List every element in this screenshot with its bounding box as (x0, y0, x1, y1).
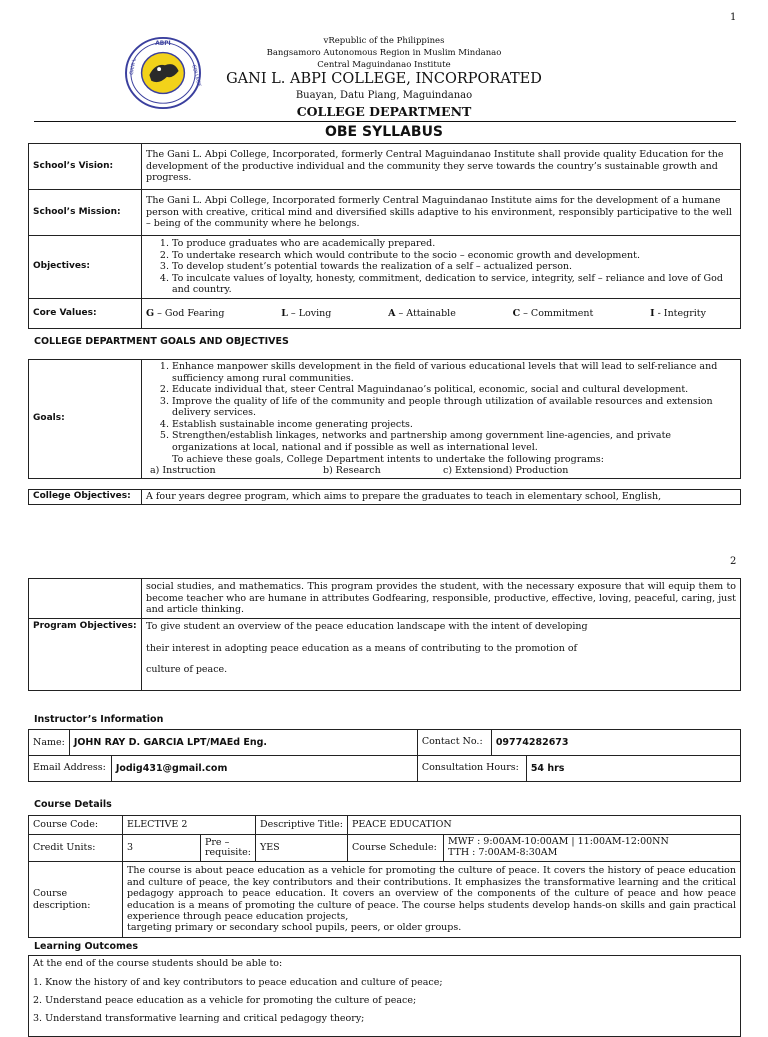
objectives-row (29, 236, 741, 299)
college-objectives-cont-row (29, 579, 741, 619)
core-value-a: A – Attainable (388, 307, 456, 319)
college-objectives-text: A four years degree program, which aims to prepare the graduates to teach in elementary school, English, (142, 490, 741, 505)
college-objectives-label: College Objectives: (29, 490, 142, 505)
list-item: 2. To undertake research which would contribute to the socio – economic growth and development. (172, 250, 736, 262)
learning-item: 3. Understand transformative learning and critical pedagogy theory; (33, 1012, 365, 1024)
consultation-hours: 54 hrs (526, 756, 740, 782)
instructor-row-2 (29, 756, 741, 782)
program-instruction: a) Instruction (150, 465, 216, 477)
core-values-label: Core Values: (29, 298, 142, 328)
goals-section-title: COLLEGE DEPARTMENT GOALS AND OBJECTIVES (34, 336, 289, 347)
college-objectives-row (29, 490, 741, 505)
college-objectives-cont-text: social studies, and mathematics. This program provides the student, with the necessary exposure that will equip them to become teacher who are humane in attributes Godfearing, responsible, productive, effective, loving, peaceful, caring, just and article thinking. (142, 579, 741, 619)
consultation-label: Consultation Hours: (417, 756, 526, 782)
programs-list (146, 465, 736, 477)
instructor-table (28, 729, 741, 782)
program-objectives-row (29, 618, 741, 690)
header-rule (34, 121, 736, 122)
course-description-label: Course description: (29, 862, 123, 938)
goals-cell (142, 360, 741, 479)
descriptive-title: PEACE EDUCATION (347, 816, 740, 835)
program-objectives-line: To give student an overview of the peace education landscape with the intent of developing (146, 620, 588, 632)
program-objectives-line: culture of peace. (146, 664, 228, 676)
list-item: 4. Establish sustainable income generating projects. (172, 419, 736, 431)
schedule-tth: TTH : 7:00AM-8:30AM (447, 847, 558, 858)
objectives-label: Objectives: (29, 236, 142, 299)
svg-text:GANI L.: GANI L. (128, 56, 138, 76)
core-value-g: G – God Fearing (146, 307, 225, 319)
list-item: 5. Strengthen/establish linkages, networks and partnership among government line-agencies, and private organizations at local, national and if possible as well as international level. (172, 430, 736, 453)
program-objectives-cell (142, 618, 741, 690)
goals-table (28, 359, 741, 479)
header-address: Buayan, Datu Piang, Maguindanao (295, 90, 473, 101)
course-section-title: Course Details (34, 799, 112, 810)
contact-label: Contact No.: (417, 730, 491, 756)
header-institute: Central Maguindanao Institute (317, 60, 451, 70)
empty-label-cell (29, 579, 142, 619)
course-code-label: Course Code: (29, 816, 123, 835)
header-department: COLLEGE DEPARTMENT (296, 104, 472, 119)
vision-row (29, 144, 741, 190)
mission-label: School’s Mission: (29, 190, 142, 236)
vision-label: School’s Vision: (29, 144, 142, 190)
college-objectives-table (28, 489, 741, 505)
course-row-2 (29, 835, 741, 862)
name-label: Name: (29, 730, 70, 756)
course-schedule-label: Course Schedule: (347, 835, 443, 862)
page-number: 2 (730, 556, 737, 567)
course-code: ELECTIVE 2 (123, 816, 256, 835)
school-info-table (28, 143, 741, 329)
list-item: 3. To develop student’s potential towards the realization of a self – actualized person. (172, 261, 736, 273)
mission-row (29, 190, 741, 236)
program-extension: c) Extensiond) Production (443, 465, 569, 477)
header-college-name: GANI L. ABPI COLLEGE, INCORPORATED (226, 71, 542, 87)
list-item: 2. Educate individual that, steer Central Maguindanao’s political, economic, social and cultural development. (172, 384, 736, 396)
instructor-name: JOHN RAY D. GARCIA LPT/MAEd Eng. (69, 730, 417, 756)
goals-list (146, 361, 736, 454)
program-objectives-line: their interest in adopting peace education as a means of contributing to the promotion of (146, 642, 578, 654)
learning-outcomes-box (28, 955, 741, 1037)
schedule-mwf: MWF : 9:00AM-10:00AM | 11:00AM-12:00NN (447, 836, 669, 848)
college-seal-logo (124, 36, 202, 110)
learning-item: 2. Understand peace education as a vehicle for promoting the culture of peace; (33, 994, 417, 1006)
program-objectives-table (28, 578, 741, 691)
course-description-cell (123, 862, 741, 938)
header-republic: vRepublic of the Philippines (323, 36, 445, 46)
learning-intro: At the end of the course students should be able to: (33, 958, 283, 969)
program-research: b) Research (323, 465, 381, 477)
credit-units: 3 (123, 835, 201, 862)
credit-units-label: Credit Units: (29, 835, 123, 862)
svg-text:COLLEGE: COLLEGE (190, 64, 202, 88)
prerequisite: YES (255, 835, 347, 862)
svg-text:ABPI: ABPI (155, 40, 171, 47)
objectives-list (146, 238, 736, 296)
document-title: OBE SYLLABUS (324, 124, 444, 140)
contact-number: 09774282673 (491, 730, 740, 756)
list-item: 4. To inculcate values of loyalty, honesty, commitment, dedication to service, integrity, self – reliance and love of God and country. (172, 273, 736, 296)
core-value-i: I - Integrity (650, 307, 706, 319)
learning-item: 1. Know the history of and key contributors to peace education and culture of peace; (33, 976, 443, 988)
vision-text: The Gani L. Abpi College, Incorporated, formerly Central Maguindanao Institute shall provide quality Education for the development of the productive individual and the community they serve towards the country’s sustainable growth and progress. (142, 144, 741, 190)
instructor-row-1 (29, 730, 741, 756)
course-schedule (443, 835, 740, 862)
header-region: Bangsamoro Autonomous Region in Muslim Mindanao (266, 48, 502, 58)
mission-text: The Gani L. Abpi College, Incorporated formerly Central Maguindanao Institute aims for the development of a humane person with creative, critical mind and diversified skills adaptive to his environment, responsibly participative to the well – being of the community where he belongs. (142, 190, 741, 236)
prerequisite-label: Pre – requisite: (201, 835, 256, 862)
core-value-c: C – Commitment (512, 307, 594, 319)
course-row-3 (29, 862, 741, 938)
core-values-row (29, 298, 741, 328)
goals-label: Goals: (29, 360, 142, 479)
objectives-cell (142, 236, 741, 299)
course-description: The course is about peace education as a vehicle for promoting the culture of peace. It covers the history of peace education and culture of peace, the key contributors and their contributions. It emphasizes the transformative learning and the critical pedagogy approach to peace education. It covers an overview of the components of the culture of peace and how peace education is a means of promoting the culture of peace. The course helps students develop hands-on skills and gain practical experience through peace education projects, (127, 865, 736, 922)
list-item: 1. To produce graduates who are academically prepared. (172, 238, 736, 250)
descriptive-title-label: Descriptive Title: (255, 816, 347, 835)
course-description-last: targeting primary or secondary school pupils, peers, or older groups. (127, 922, 462, 934)
program-objectives-label: Program Objectives: (29, 618, 142, 690)
goals-row (29, 360, 741, 479)
page-number: 1 (730, 12, 737, 23)
email-address: Jodig431@gmail.com (111, 756, 417, 782)
programs-intro: To achieve these goals, College Department intents to undertake the following programs: (172, 453, 604, 465)
learning-outcomes-title: Learning Outcomes (34, 941, 139, 952)
list-item: 3. Improve the quality of life of the community and people through utilization of available resources and extension delivery services. (172, 396, 736, 419)
course-table (28, 815, 741, 938)
instructor-section-title: Instructor’s Information (34, 714, 164, 725)
email-label: Email Address: (29, 756, 112, 782)
course-row-1 (29, 816, 741, 835)
core-value-l: L – Loving (281, 307, 332, 319)
list-item: 1. Enhance manpower skills development in the field of various educational levels that will lead to self-reliance and sufficiency among rural communities. (172, 361, 736, 384)
core-values-cell (142, 298, 741, 328)
